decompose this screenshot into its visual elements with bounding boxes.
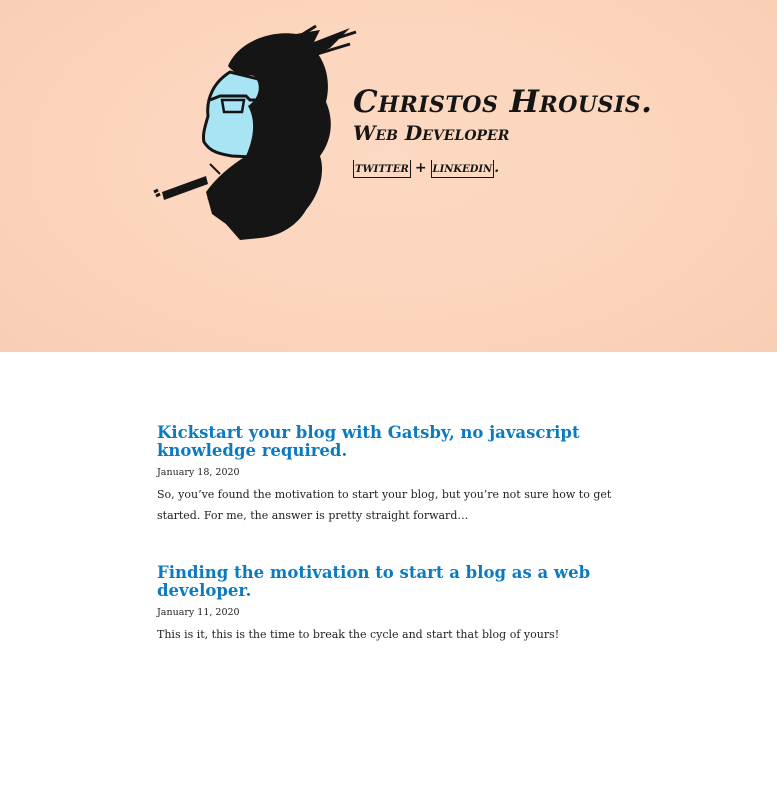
- post-item: [157, 564, 617, 645]
- post-title: [157, 564, 617, 600]
- brand-block: [353, 84, 653, 176]
- post-title-link[interactable]: Kickstart your blog with Gatsby, no javascript knowledge required.: [157, 423, 580, 460]
- avatar-illustration-icon: [150, 24, 360, 244]
- site-header: [0, 0, 777, 352]
- post-excerpt: So, you’ve found the motivation to start your blog, but you’re not sure how to get started. For me, the answer is pretty straight forward…: [157, 488, 612, 522]
- post-title: [157, 424, 617, 460]
- post-list: [157, 424, 617, 683]
- post-date: January 11, 2020: [157, 607, 240, 618]
- linkedin-link[interactable]: linkedin: [432, 160, 493, 176]
- post-item: [157, 424, 617, 526]
- post-excerpt: This is it, this is the time to break the cycle and start that blog of yours!: [157, 628, 560, 641]
- social-links: [353, 160, 643, 176]
- site-title[interactable]: Christos Hrousis.: [353, 84, 653, 120]
- post-title-link[interactable]: Finding the motivation to start a blog as a web developer.: [157, 563, 591, 600]
- social-separator: +: [414, 160, 427, 176]
- twitter-link[interactable]: twitter: [355, 160, 409, 176]
- social-trailing-dot: .: [494, 160, 500, 176]
- site-subtitle: Web Developer: [353, 121, 510, 145]
- post-date: January 18, 2020: [157, 467, 240, 478]
